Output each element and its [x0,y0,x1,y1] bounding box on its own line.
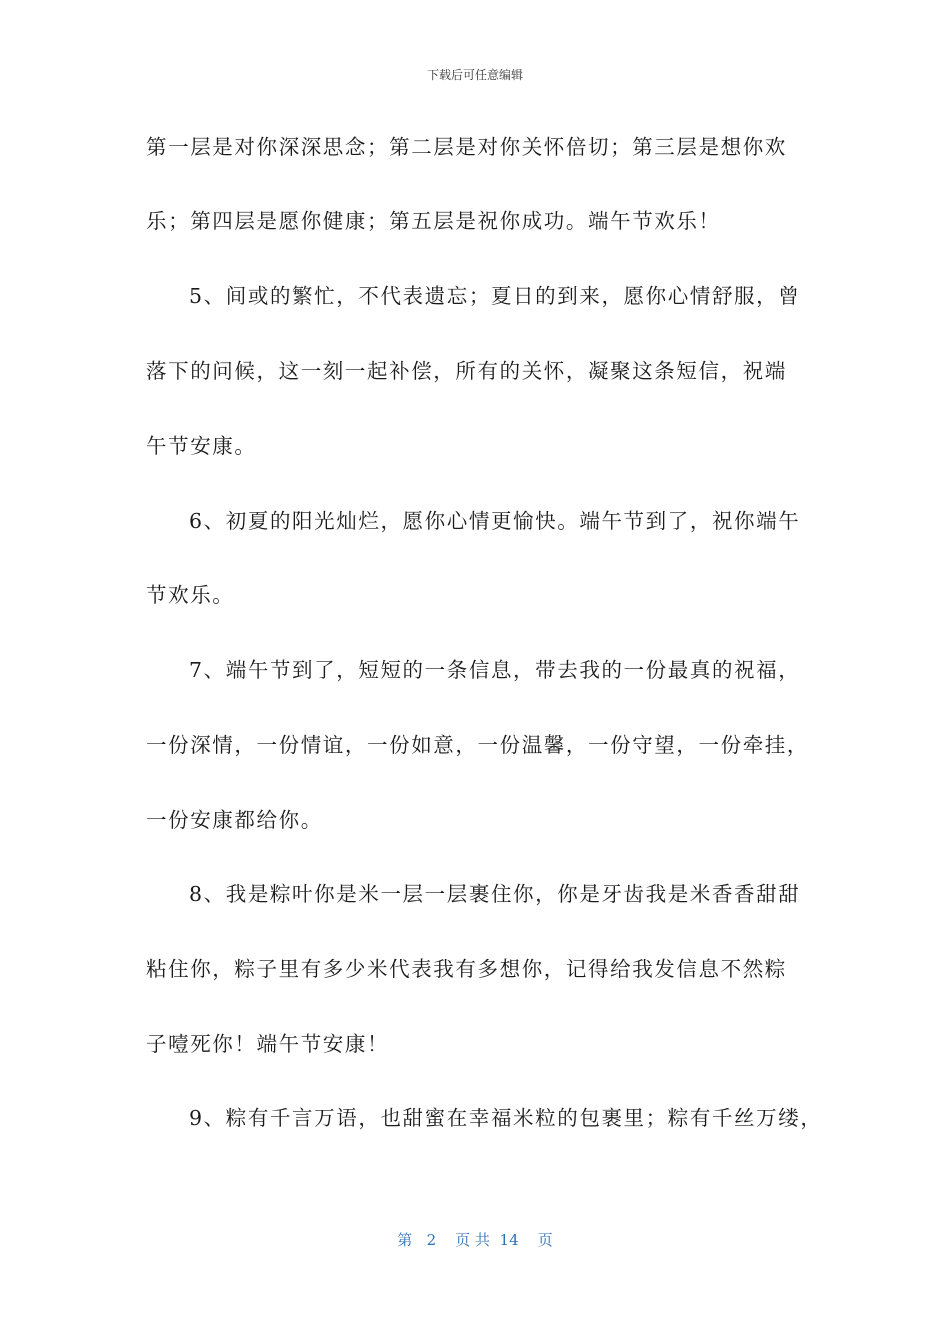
text-line: 落下的问候，这一刻一起补偿，所有的关怀，凝聚这条短信，祝端 [146,359,787,383]
text-line: 乐；第四层是愿你健康；第五层是祝你成功。端午节欢乐！ [146,209,721,233]
page-footer [0,1229,950,1250]
text-line: 粘住你，粽子里有多少米代表我有多想你，记得给我发信息不然粽 [146,957,787,981]
total-pages-number: 14 [499,1231,519,1249]
footer-pages-label: 页 [537,1231,553,1249]
footer-page-label: 第 [397,1231,413,1249]
paragraph-start-line: 6、初夏的阳光灿烂，愿你心情更愉快。端午节到了，祝你端午 [189,509,801,533]
paragraph-start-line: 7、端午节到了，短短的一条信息，带去我的一份最真的祝福， [189,658,801,682]
text-line: 子噎死你！端午节安康！ [146,1032,390,1056]
current-page-number: 2 [426,1231,437,1249]
footer-of-label: 页 共 [455,1231,490,1249]
paragraph-start-line: 9、粽有千言万语，也甜蜜在幸福米粒的包裹里；粽有千丝万缕， [189,1106,823,1130]
paragraph-start-line: 8、我是粽叶你是米一层一层裹住你，你是牙齿我是米香香甜甜 [189,882,801,906]
text-line: 第一层是对你深深思念；第二层是对你关怀倍切；第三层是想你欢 [146,135,787,159]
paragraph-start-line: 5、间或的繁忙，不代表遗忘；夏日的到来，愿你心情舒服，曾 [189,284,801,308]
text-line: 一份深情，一份情谊，一份如意，一份温馨，一份守望，一份牵挂， [146,733,809,757]
page-header: 下载后可任意编辑 [426,68,523,82]
text-line: 节欢乐。 [146,583,235,607]
text-line: 午节安康。 [146,434,257,458]
text-line: 一份安康都给你。 [146,808,323,832]
